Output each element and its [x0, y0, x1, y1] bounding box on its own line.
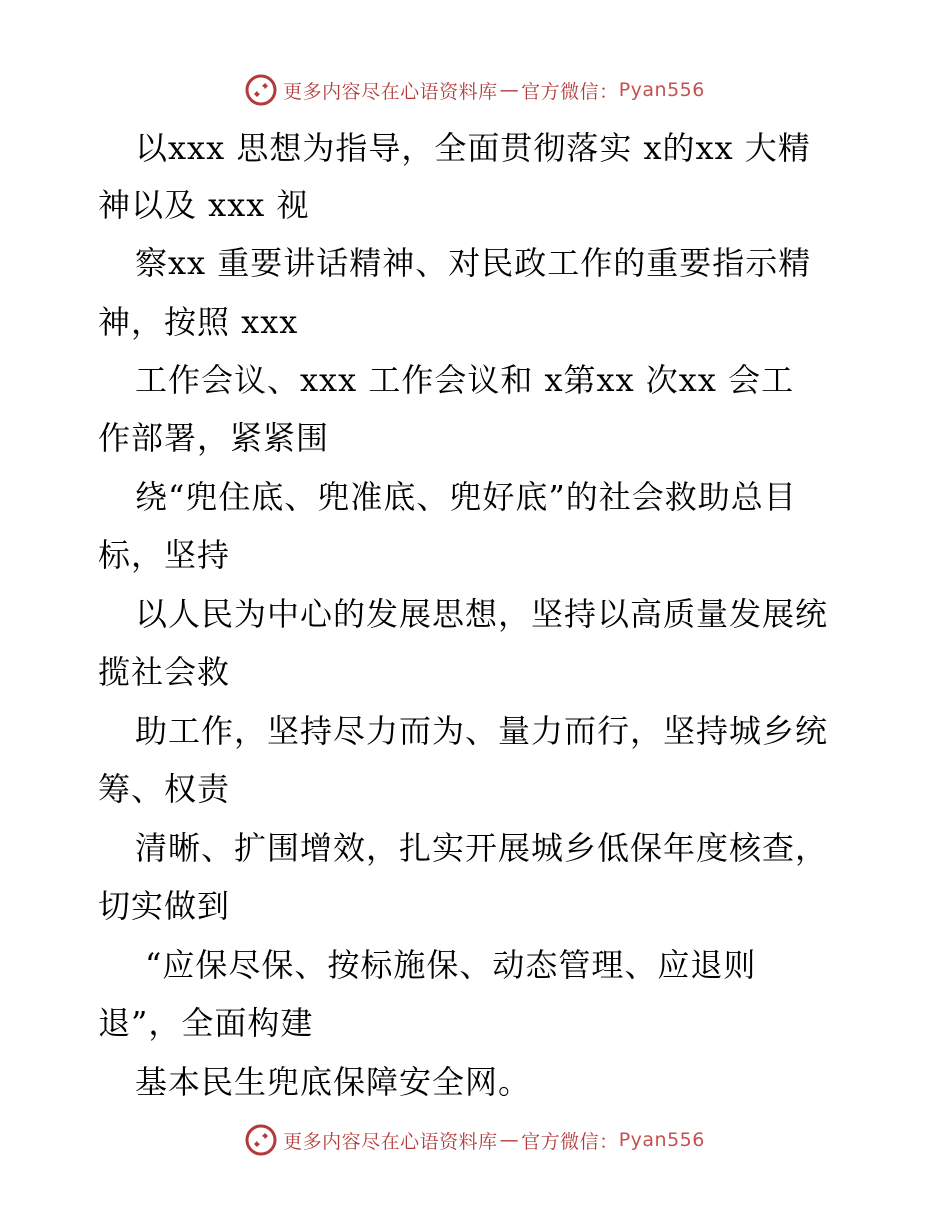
paragraph-line: 助工作，坚持尽力而为、量力而行，坚持城乡统 [135, 712, 829, 750]
paragraph-line: 筹、权责 [98, 770, 231, 808]
watermark-text: 更多内容尽在心语资料库 [283, 1130, 498, 1153]
watermark-separator: — [499, 1129, 520, 1151]
paragraph-line: 切实做到 [98, 887, 231, 925]
watermark-official: 官方微信： [521, 1130, 619, 1153]
red-seal-logo-icon [245, 74, 277, 106]
paragraph-line: 以人民为中心的发展思想，坚持以高质量发展统 [135, 595, 829, 633]
watermark-official: 官方微信： [521, 80, 619, 103]
watermark-handle: Pyan556 [618, 1129, 705, 1151]
paragraph-line: 退”，全面构建 [98, 1004, 314, 1042]
paragraph-line: 揽社会救 [98, 653, 231, 691]
watermark-handle: Pyan556 [618, 79, 705, 101]
red-seal-logo-icon [245, 1124, 277, 1156]
watermark-text: 更多内容尽在心语资料库 [283, 80, 498, 103]
paragraph-line: 基本民生兜底保障安全网。 [135, 1063, 532, 1101]
paragraph-line: 标，坚持 [98, 536, 231, 574]
paragraph-line: 作部署，紧紧围 [98, 419, 330, 457]
paragraph-line: “应保尽保、按标施保、动态管理、应退则 [145, 946, 757, 984]
footer-watermark [0, 1120, 950, 1160]
paragraph-line: 工作会议、xxx 工作会议和 x第xx 次xx 会工 [135, 361, 795, 399]
paragraph-line: 以xxx 思想为指导，全面贯彻落实 x的xx 大精 [135, 129, 811, 167]
paragraph-line: 察xx 重要讲话精神、对民政工作的重要指示精 [135, 244, 812, 282]
paragraph-line: 绕“兜住底、兜准底、兜好底”的社会救助总目 [135, 478, 797, 516]
header-watermark [0, 70, 950, 110]
paragraph-line: 清晰、扩围增效，扎实开展城乡低保年度核查， [135, 829, 829, 867]
paragraph-line: 神，按照 xxx [98, 303, 299, 341]
watermark-separator: — [499, 79, 520, 101]
paragraph-line: 神以及 xxx 视 [98, 186, 310, 224]
